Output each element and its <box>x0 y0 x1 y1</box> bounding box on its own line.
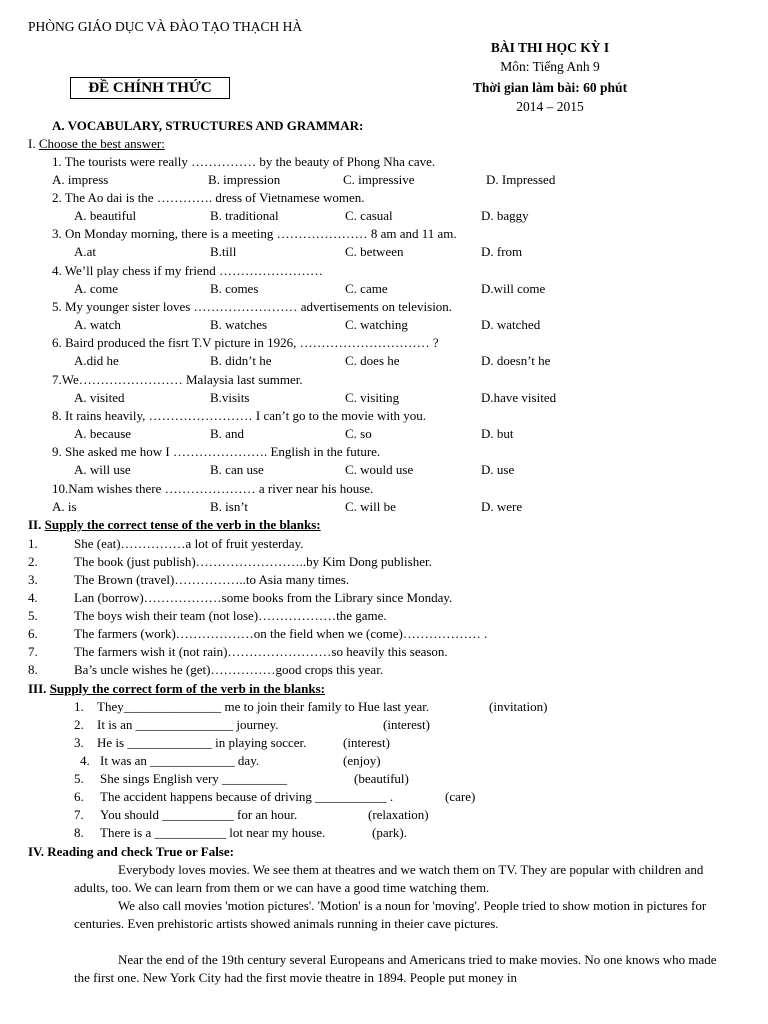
item-number: 7. <box>28 644 38 659</box>
reading-paragraph-3: Near the end of the 19th century several Europeans and Americans tried to make movies. No one knows who made the first one. New York City had the first movie theatre in 1894. People put money in <box>74 952 717 985</box>
answer-option: A. beautiful <box>74 208 137 223</box>
answer-option: D. baggy <box>481 208 529 223</box>
part2-title: Supply the correct tense of the verb in the blanks: <box>44 517 321 532</box>
item-number: 8. <box>28 662 38 677</box>
item-text: The accident happens because of driving ___________ . <box>100 789 394 804</box>
answer-option: D. doesn’t he <box>481 353 551 368</box>
answer-option: C. watching <box>345 317 408 332</box>
answer-option: D. use <box>481 462 515 477</box>
item-text: She sings English very __________ <box>100 771 288 786</box>
word-hint: (park). <box>372 825 408 840</box>
section-a-title: A. VOCABULARY, STRUCTURES AND GRAMMAR: <box>52 118 364 133</box>
question-text: 10.Nam wishes there ………………… a river near his house. <box>52 481 374 496</box>
item-text: Lan (borrow)………………some books from the Library since Monday. <box>74 590 453 605</box>
part3-heading <box>28 680 325 698</box>
answer-option: B. didn’t he <box>210 353 272 368</box>
answer-option: C. came <box>345 281 388 296</box>
answer-option: A. will use <box>74 462 131 477</box>
exam-subject: Môn: Tiếng Anh 9 <box>500 59 600 74</box>
answer-option: D. were <box>481 499 523 514</box>
item-number: 5. <box>74 771 84 786</box>
official-label-box: ĐỀ CHÍNH THỨC <box>70 77 230 99</box>
item-text: The book (just publish)……………………..by Kim Dong publisher. <box>74 554 432 569</box>
item-number: 1. <box>74 699 84 714</box>
part3-title: Supply the correct form of the verb in the blanks: <box>49 681 325 696</box>
answer-option: C. impressive <box>343 172 415 187</box>
item-number: 2. <box>28 554 38 569</box>
answer-option: B. comes <box>210 281 259 296</box>
exam-duration: Thời gian làm bài: 60 phút <box>472 80 628 95</box>
answer-option: C. so <box>345 426 372 441</box>
item-number: 4. <box>28 590 38 605</box>
answer-option: B. and <box>210 426 244 441</box>
answer-option: D.have visited <box>481 390 557 405</box>
question-text: 6. Baird produced the fisrt T.V picture in 1926, ………………………… ? <box>52 335 439 350</box>
exam-title: BÀI THI HỌC KỲ I <box>490 40 610 55</box>
answer-option: A. come <box>74 281 119 296</box>
word-hint: (invitation) <box>489 699 548 714</box>
item-number: 8. <box>74 825 84 840</box>
item-number: 2. <box>74 717 84 732</box>
answer-option: A. because <box>74 426 132 441</box>
reading-paragraph-1: Everybody loves movies. We see them at theatres and we watch them on TV. They are popular with children and adults, too. We can learn from them or we can have a good time watching them. <box>74 862 704 895</box>
answer-option: C. visiting <box>345 390 400 405</box>
answer-option: C. does he <box>345 353 400 368</box>
part2-prefix: II. <box>28 517 45 532</box>
part2-heading <box>28 516 321 534</box>
question-text: 7.We…………………… Malaysia last summer. <box>52 372 303 387</box>
answer-option: C. between <box>345 244 404 259</box>
item-number: 6. <box>74 789 84 804</box>
part1-title: Choose the best answer: <box>38 136 165 151</box>
item-number: 7. <box>74 807 84 822</box>
reading-paragraph-2: We also call movies 'motion pictures'. 'Motion' is a noun for 'moving'. People tried to show motion in pictures for centuries. Even prehistoric artists showed animals running in theier cave pictures. <box>74 898 707 931</box>
question-text: 8. It rains heavily, …………………… I can’t go to the movie with you. <box>52 408 427 423</box>
answer-option: B. traditional <box>210 208 279 223</box>
question-text: 2. The Ao dai is the …………. dress of Vietnamese women. <box>52 190 365 205</box>
item-text: She (eat)……………a lot of fruit yesterday. <box>74 536 304 551</box>
answer-option: B. impression <box>208 172 281 187</box>
department-name: PHÒNG GIÁO DỤC VÀ ĐÀO TẠO THẠCH HÀ <box>28 19 303 34</box>
answer-option: B. watches <box>210 317 268 332</box>
answer-option: C. will be <box>345 499 396 514</box>
answer-option: D. from <box>481 244 523 259</box>
answer-option: A.did he <box>74 353 119 368</box>
item-text: It is an _______________ journey. <box>97 717 279 732</box>
exam-year: 2014 – 2015 <box>516 99 584 114</box>
item-number: 4. <box>80 753 90 768</box>
item-text: There is a ___________ lot near my house. <box>100 825 326 840</box>
item-text: The boys wish their team (not lose)………………the game. <box>74 608 387 623</box>
part1-heading <box>28 135 165 153</box>
question-text: 1. The tourists were really …………… by the beauty of Phong Nha cave. <box>52 154 436 169</box>
item-number: 3. <box>28 572 38 587</box>
item-text: The farmers wish it (not rain)……………………so heavily this season. <box>74 644 448 659</box>
answer-option: A. impress <box>52 172 109 187</box>
answer-option: D.will come <box>481 281 546 296</box>
item-number: 3. <box>74 735 84 750</box>
answer-option: A. visited <box>74 390 125 405</box>
item-text: They_______________ me to join their family to Hue last year. <box>97 699 430 714</box>
word-hint: (care) <box>445 789 476 804</box>
question-text: 5. My younger sister loves …………………… advertisements on television. <box>52 299 453 314</box>
word-hint: (relaxation) <box>368 807 429 822</box>
item-number: 6. <box>28 626 38 641</box>
answer-option: B. can use <box>210 462 264 477</box>
answer-option: B.till <box>210 244 237 259</box>
item-number: 5. <box>28 608 38 623</box>
answer-option: D. watched <box>481 317 541 332</box>
answer-option: D. but <box>481 426 514 441</box>
word-hint: (interest) <box>343 735 390 750</box>
answer-option: D. Impressed <box>486 172 556 187</box>
answer-option: A. is <box>52 499 77 514</box>
word-hint: (beautiful) <box>354 771 409 786</box>
question-text: 3. On Monday morning, there is a meeting ………………… 8 am and 11 am. <box>52 226 457 241</box>
question-text: 9. She asked me how I …………………. English in the future. <box>52 444 381 459</box>
part3-prefix: III. <box>28 681 50 696</box>
part1-prefix: I. <box>28 136 39 151</box>
item-text: It was an _____________ day. <box>100 753 260 768</box>
answer-option: B.visits <box>210 390 250 405</box>
part4-heading: IV. Reading and check True or False: <box>28 844 234 859</box>
word-hint: (interest) <box>383 717 430 732</box>
answer-option: A.at <box>74 244 97 259</box>
answer-option: A. watch <box>74 317 121 332</box>
item-text: He is _____________ in playing soccer. <box>97 735 307 750</box>
question-text: 4. We’ll play chess if my friend …………………… <box>52 263 323 278</box>
item-text: Ba’s uncle wishes he (get)……………good crops this year. <box>74 662 384 677</box>
item-number: 1. <box>28 536 38 551</box>
answer-option: C. casual <box>345 208 393 223</box>
item-text: The farmers (work)………………on the field when we (come)……………… . <box>74 626 488 641</box>
item-text: The Brown (travel)……………..to Asia many times. <box>74 572 350 587</box>
item-text: You should ___________ for an hour. <box>100 807 298 822</box>
word-hint: (enjoy) <box>343 753 381 768</box>
answer-option: B. isn’t <box>210 499 249 514</box>
answer-option: C. would use <box>345 462 414 477</box>
